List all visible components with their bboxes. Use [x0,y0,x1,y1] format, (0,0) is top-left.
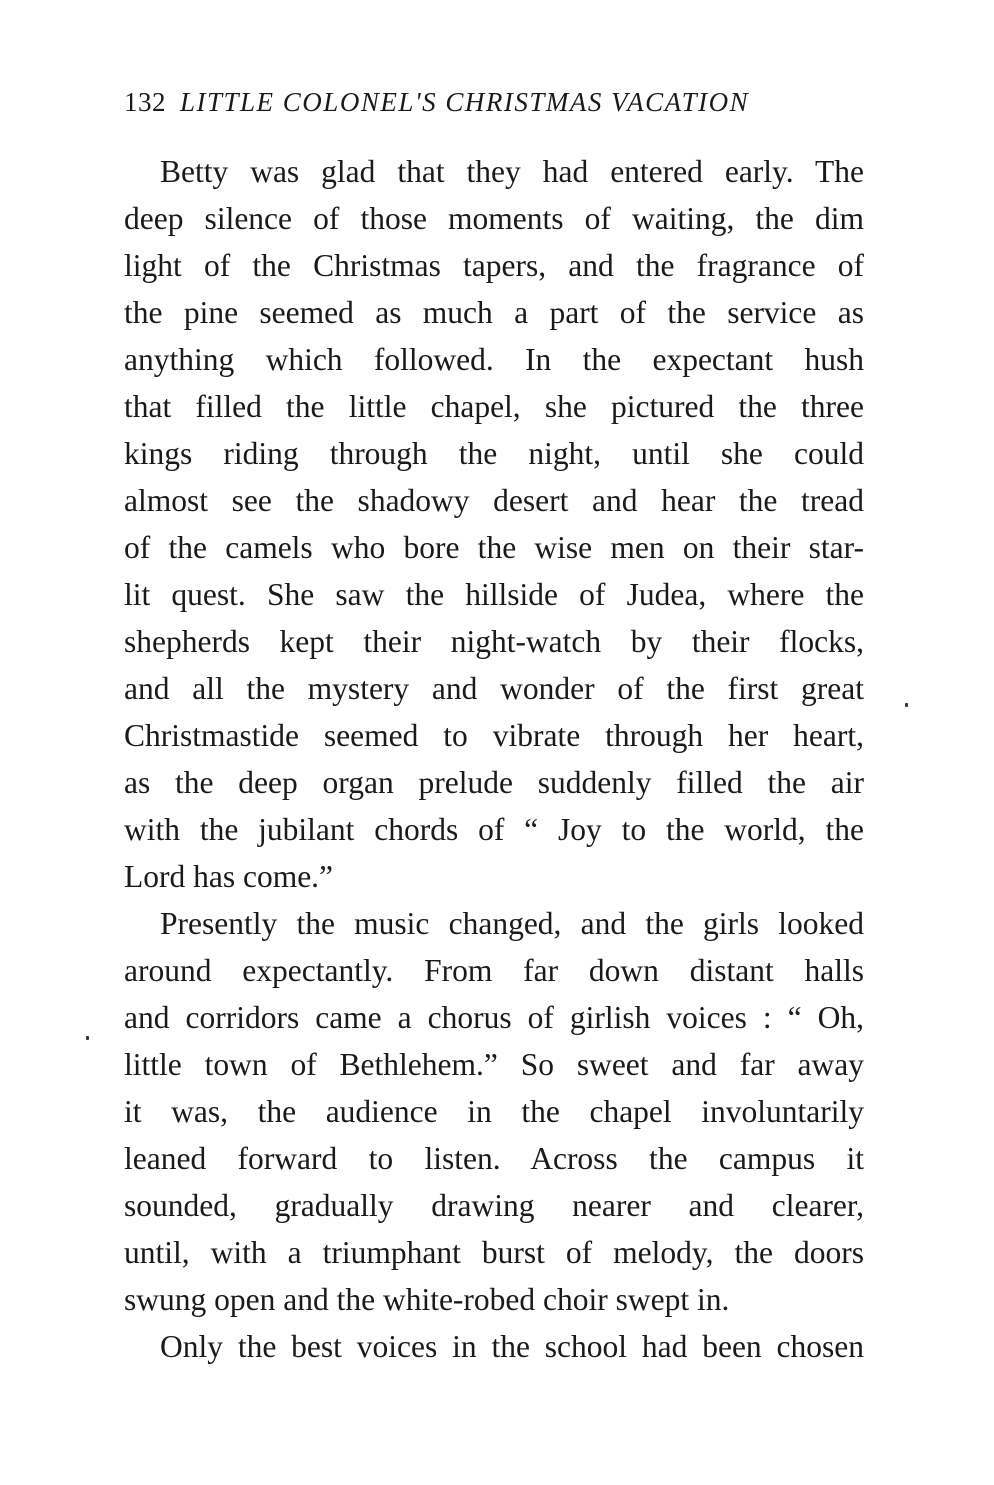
text-line: Christmastide seemed to vibrate through her heart, [124,718,864,753]
paragraph-1 [124,148,864,900]
text-line: around expectantly. From far down distant halls [124,953,864,988]
body-text [124,148,864,1370]
text-line: shepherds kept their night-watch by their flocks, [124,624,864,659]
text-line: as the deep organ prelude suddenly filled the air [124,765,864,800]
page-number: 132 [124,87,166,117]
text-line: Presently the music changed, and the girls looked [160,906,864,941]
text-line: the pine seemed as much a part of the service as [124,295,864,330]
text-line: and corridors came a chorus of girlish voices : “ Oh, [124,1000,864,1035]
running-head [124,86,864,118]
text-line: of the camels who bore the wise men on their star- [124,530,864,565]
text-line: that filled the little chapel, she pictured the three [124,389,864,424]
paragraph-2 [124,900,864,1323]
book-title: LITTLE COLONEL'S CHRISTMAS VACATION [180,87,750,117]
text-line: with the jubilant chords of “ Joy to the world, the [124,812,864,847]
print-speck [86,1036,89,1040]
text-line: sounded, gradually drawing nearer and clearer, [124,1188,864,1223]
text-line: little town of Bethlehem.” So sweet and far away [124,1047,864,1082]
text-line: swung open and the white-robed choir swept in. [124,1282,730,1317]
text-line: Betty was glad that they had entered early. The [160,154,864,189]
text-line: anything which followed. In the expectant hush [124,342,864,377]
text-line: light of the Christmas tapers, and the fragrance of [124,248,864,283]
text-line: it was, the audience in the chapel involuntarily [124,1094,864,1129]
paragraph-3 [124,1323,864,1370]
text-line: almost see the shadowy desert and hear the tread [124,483,864,518]
text-line: until, with a triumphant burst of melody, the doors [124,1235,864,1270]
text-line: kings riding through the night, until she could [124,436,864,471]
print-speck [905,703,908,707]
text-line: lit quest. She saw the hillside of Judea, where the [124,577,864,612]
text-line: Lord has come.” [124,859,334,894]
text-line: Only the best voices in the school had been chosen [160,1329,864,1364]
text-line: leaned forward to listen. Across the campus it [124,1141,864,1176]
text-line: deep silence of those moments of waiting, the dim [124,201,864,236]
text-line: and all the mystery and wonder of the first great [124,671,864,706]
